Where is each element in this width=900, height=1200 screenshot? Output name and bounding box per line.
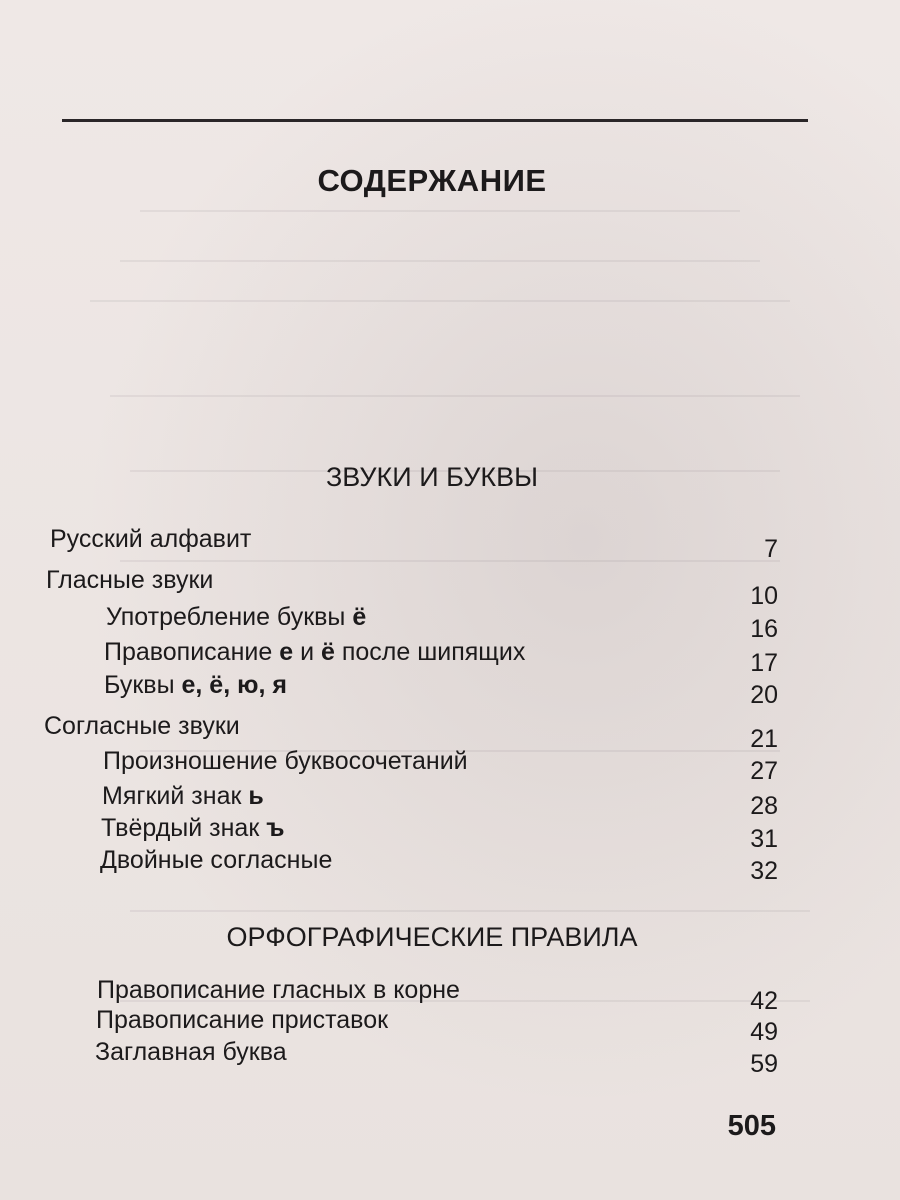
toc-entry-label: Буквы е, ё, ю, я bbox=[104, 671, 287, 699]
toc-entry-label: Твёрдый знак ъ bbox=[101, 814, 285, 842]
toc-entry-page: 17 bbox=[750, 649, 778, 677]
toc-entry-label: Двойные согласные bbox=[100, 846, 333, 874]
section-title-sounds-letters: ЗВУКИ И БУКВЫ bbox=[325, 462, 538, 492]
toc-entry-label: Употребление буквы ё bbox=[106, 603, 367, 631]
toc-entry-label: Согласные звуки bbox=[44, 712, 240, 740]
toc-entry[interactable] bbox=[0, 846, 900, 885]
toc-entry-page: 49 bbox=[750, 1018, 778, 1046]
header-rule bbox=[62, 119, 808, 122]
toc-entry-page: 42 bbox=[750, 987, 778, 1015]
toc-entry-page: 7 bbox=[764, 535, 778, 563]
toc-entry-label: Гласные звуки bbox=[46, 566, 214, 594]
toc-entry-page: 59 bbox=[750, 1050, 778, 1078]
toc-entry-label: Русский алфавит bbox=[50, 525, 252, 553]
page-number: 505 bbox=[727, 1110, 776, 1142]
toc-entry-label: Правописание е и ё после шипящих bbox=[104, 638, 526, 666]
toc-entry[interactable] bbox=[0, 525, 900, 561]
toc-entry-page: 16 bbox=[750, 615, 778, 643]
toc-entry-page: 20 bbox=[750, 681, 778, 709]
toc-entry-page: 31 bbox=[750, 825, 778, 853]
toc-entry[interactable] bbox=[0, 747, 900, 783]
toc-entry-page: 21 bbox=[750, 725, 778, 753]
toc-entry[interactable] bbox=[0, 638, 900, 677]
toc-entry-page: 28 bbox=[750, 792, 778, 820]
toc-entry[interactable] bbox=[0, 1006, 900, 1046]
toc-entry[interactable] bbox=[0, 566, 900, 610]
toc-entry[interactable] bbox=[0, 603, 900, 643]
toc-entry-label: Заглавная буква bbox=[95, 1038, 287, 1066]
page-title: СОДЕРЖАНИЕ bbox=[317, 163, 547, 198]
toc-entry-page: 27 bbox=[750, 757, 778, 785]
toc-entry-page: 32 bbox=[750, 857, 778, 885]
toc-entry[interactable] bbox=[0, 782, 900, 818]
toc-entry-page: 10 bbox=[750, 582, 778, 610]
toc-entry-label: Правописание гласных в корне bbox=[97, 976, 460, 1004]
toc-entry[interactable] bbox=[0, 1038, 900, 1078]
toc-entry[interactable] bbox=[0, 814, 900, 853]
toc-entry[interactable] bbox=[0, 712, 900, 753]
section-title-spelling-rules: ОРФОГРАФИЧЕСКИЕ ПРАВИЛА bbox=[226, 922, 638, 952]
toc-entry-label: Мягкий знак ь bbox=[102, 782, 264, 810]
toc-entry[interactable] bbox=[0, 671, 900, 707]
toc-entry-label: Правописание приставок bbox=[96, 1006, 389, 1034]
toc-entry-label: Произношение буквосочетаний bbox=[103, 747, 468, 775]
